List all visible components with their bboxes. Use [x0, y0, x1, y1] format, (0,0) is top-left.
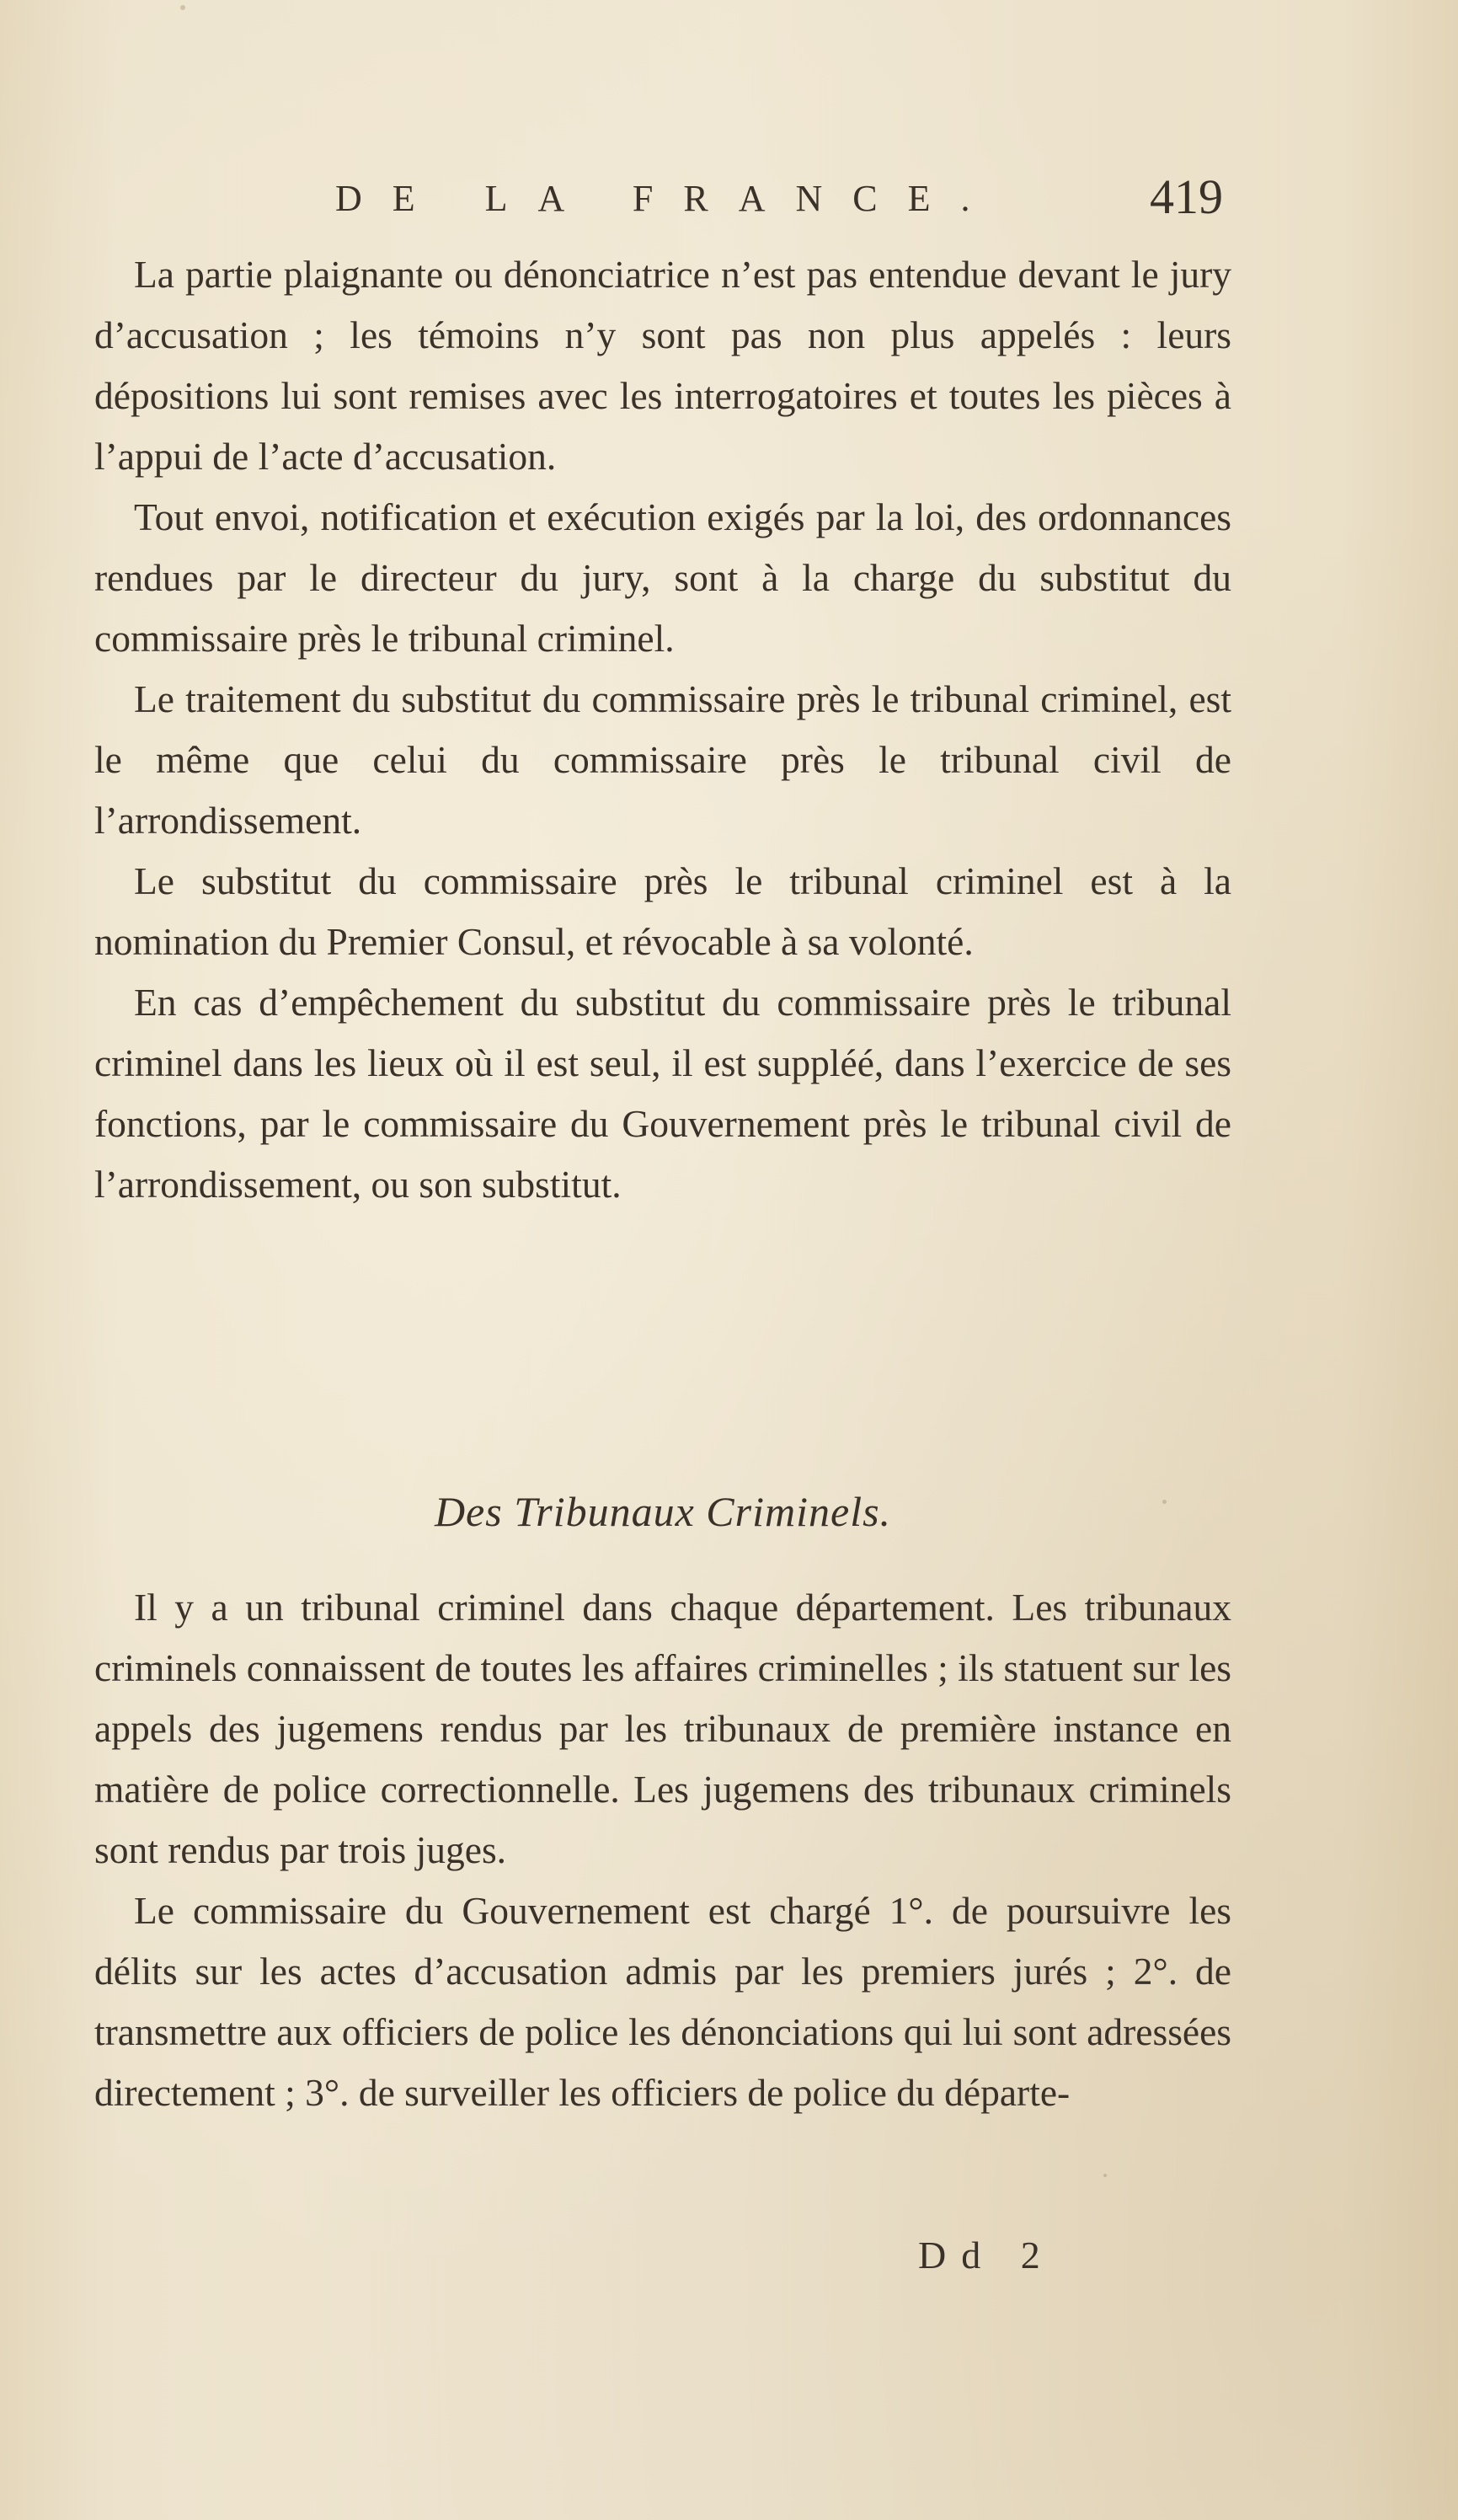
- paragraph: Il y a un tribunal criminel dans chaque département. Les tribunaux criminels connaissent de toutes les affaires criminelles ; ils statuent sur les appels des jugemens rendus par les tribunaux de première instance en matière de police correctionnelle. Les jugemens des tribunaux criminels sont rendus par trois juges.: [94, 1586, 1231, 1871]
- paragraph: Le commissaire du Gouvernement est chargé 1°. de poursuivre les délits sur les actes d’accusation admis par les premiers jurés ; 2°. de transmettre aux officiers de police les dénonciations qui lui sont adressées directement ; 3°. de surveiller les officiers de police du départe-: [94, 1889, 1231, 2114]
- signature-mark: Dd 2: [918, 2234, 1055, 2277]
- paragraph: Le traitement du substitut du commissaire près le tribunal criminel, est le même que celui du commissaire près le tribunal civil de l’arrondissement.: [94, 677, 1231, 842]
- section-body-text: [94, 1577, 1231, 2123]
- paragraph: En cas d’empêchement du substitut du commissaire près le tribunal criminel dans les lieux où il est seul, il est suppléé, dans l’exercice de ses fonctions, par le commissaire du Gouvernement près le tribunal civil de l’arrondissement, ou son substitut.: [94, 981, 1231, 1206]
- running-head: [94, 169, 1231, 236]
- paper-speck: [1103, 2174, 1107, 2177]
- paper-speck: [1162, 1500, 1167, 1504]
- paragraph: Tout envoi, notification et exécution exigés par la loi, des ordonnances rendues par le directeur du jury, sont à la charge du substitut du commissaire près le tribunal criminel.: [94, 495, 1231, 660]
- running-head-title: DE LA FRANCE.: [335, 178, 1001, 219]
- page-number: 419: [1150, 169, 1223, 224]
- body-text: [94, 244, 1231, 1215]
- paper-speck: [180, 5, 185, 10]
- section-heading: Des Tribunaux Criminels.: [434, 1488, 892, 1535]
- paragraph: La partie plaignante ou dénonciatrice n’est pas entendue devant le jury d’accusation ; les témoins n’y sont pas non plus appelés : leurs dépositions lui sont remises avec les interrogatoires et toutes les pièces à l’appui de l’acte d’accusation.: [94, 253, 1231, 478]
- paragraph: Le substitut du commissaire près le tribunal criminel est à la nomination du Premier Consul, et révocable à sa volonté.: [94, 859, 1231, 963]
